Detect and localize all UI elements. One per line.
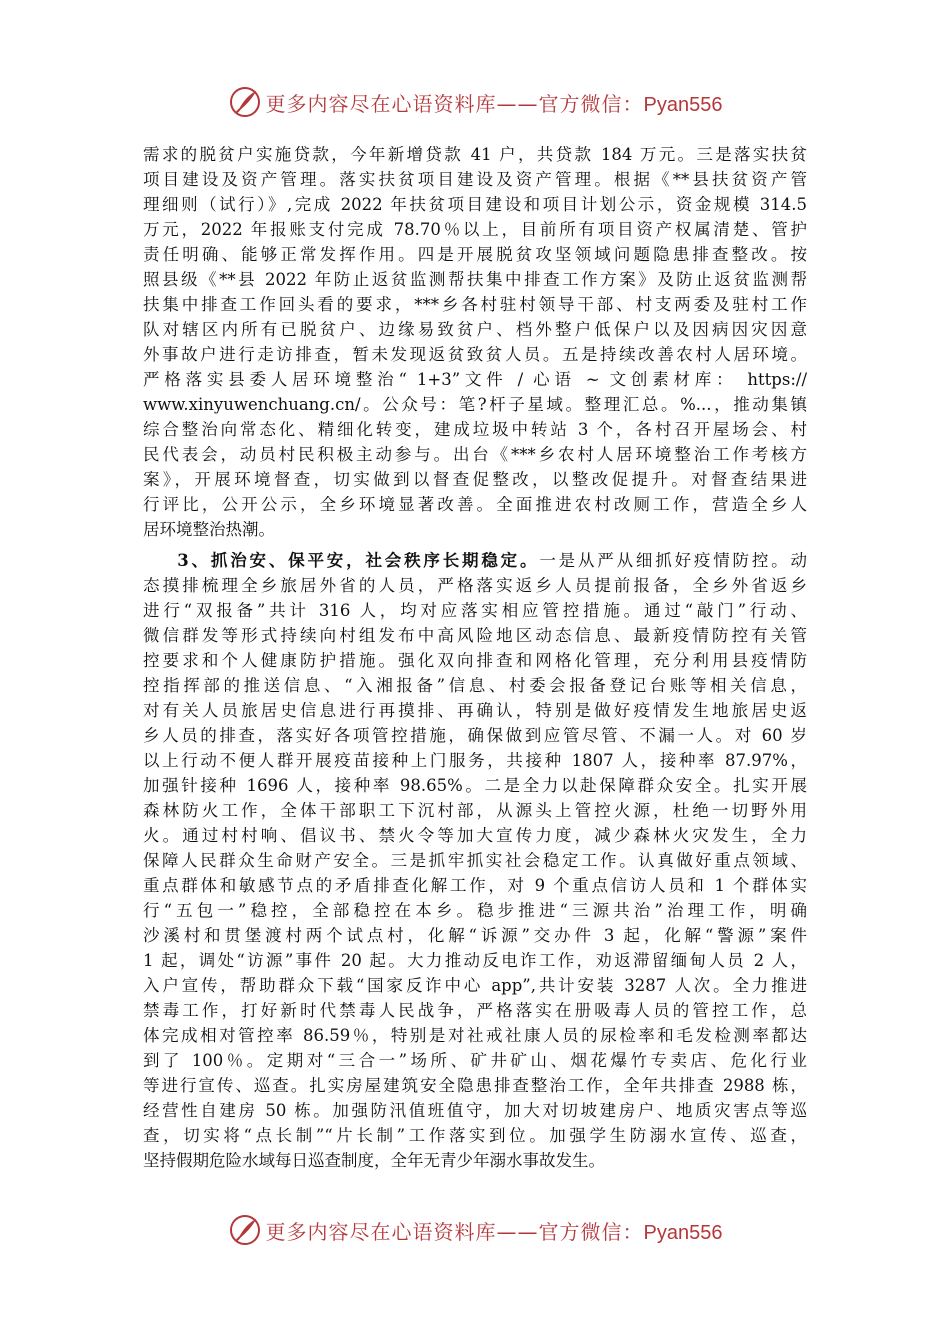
wechat-id: Pyan556 (643, 93, 723, 116)
text-line: 保障人民群众生命财产安全。三是抓牢抓实社会稳定工作。认真做好重点领域、 (143, 851, 807, 870)
text-line: 火。通过村村响、倡议书、禁火令等加大宣传力度，减少森林火灾发生，全力 (143, 826, 807, 845)
text-line: 对有关人员旅居史信息进行再摸排、再确认，特别是做好疫情发生地旅居史返 (143, 701, 807, 720)
paragraph-2 (143, 548, 807, 1173)
text-line: 以上行动不便人群开展疫苗接种上门服务，共接种 1807 人，接种率 87.97%， (143, 751, 807, 770)
text-line: 行“五包一”稳控，全部稳控在本乡。稳步推进“三源共治”治理工作，明确 (143, 901, 807, 920)
text-line: 重点群体和敏感节点的矛盾排查化解工作，对 9 个重点信访人员和 1 个群体实 (143, 876, 807, 895)
text-line: 队对辖区内所有已脱贫户、边缘易致贫户、档外整户低保户以及因病因灾因意 (143, 320, 807, 339)
text-line: 行评比，公开公示，全乡环境显著改善。全面推进农村改厕工作，营造全乡人 (143, 495, 807, 514)
text-line: 外事故户进行走访排查，暂未发现返贫致贫人员。五是持续改善农村人居环境。 (143, 345, 807, 364)
text-line: 控指挥部的推送信息、“入湘报备”信息、村委会报备登记台账等相关信息， (143, 676, 807, 695)
text-line: 禁毒工作，打好新时代禁毒人民战争，严格落实在册吸毒人员的管控工作，总 (143, 1001, 807, 1020)
text-line: 责任明确、能够正常发挥作用。四是开展脱贫攻坚领域问题隐患排查整改。按 (143, 245, 807, 264)
text-line: 沙溪村和贯堡渡村两个试点村，化解“诉源”交办件 3 起，化解“警源”案件 (143, 926, 807, 945)
text-line: 坚持假期危险水域每日巡查制度，全年无青少年溺水事故发生。 (143, 1151, 605, 1170)
banner-text: 更多内容尽在心语资料库——官方微信：Pyan556 (265, 91, 723, 116)
text-line: 体完成相对管控率 86.59％，特别是对社戒社康人员的尿检率和毛发检测率都达 (143, 1026, 807, 1045)
text-line: 项目建设及资产管理。落实扶贫项目建设及资产管理。根据《**县扶贫资产管 (143, 170, 807, 189)
text-line: 照县级《**县 2022 年防止返贫监测帮扶集中排查工作方案》及防止返贫监测帮 (143, 270, 807, 289)
text-line: 到了 100％。定期对“三合一”场所、矿井矿山、烟花爆竹专卖店、危化行业 (143, 1051, 807, 1070)
text-line: 1 起，调处“访源”事件 20 起。大力推动反电诈工作，劝返滞留缅甸人员 2 人， (143, 951, 807, 970)
text-line: 扶集中排查工作回头看的要求，***乡各村驻村领导干部、村支两委及驻村工作 (143, 295, 807, 314)
text-line: 乡人员的排查，落实好各项管控措施，确保做到应管尽管、不漏一人。对 60 岁 (143, 726, 807, 745)
wechat-id: Pyan556 (643, 1221, 723, 1244)
text-line: 入户宣传，帮助群众下载“国家反诈中心 app”,共计安装 3287 人次。全力推进 (143, 976, 807, 995)
text-line: 控要求和个人健康防护措施。强化双向排查和网格化管理，充分利用县疫情防 (143, 651, 807, 670)
text-line: 等进行宣传、巡查。扎实房屋建筑安全隐患排查整治工作，全年共排查 2988 栋， (143, 1076, 807, 1095)
text-line: 严格落实县委人居环境整治“ 1+3”文件 / 心语 ~ 文创素材库： https:// (143, 370, 807, 389)
text-line: 理细则（试行）》,完成 2022 年扶贫项目建设和项目计划公示，资金规模 314.5 (143, 195, 807, 214)
quill-logo-icon (228, 1213, 262, 1247)
section-heading: 3、抓治安、保平安，社会秩序长期稳定。 (143, 551, 540, 570)
text-line: 民代表会，动员村民积极主动参与。出台《***乡农村人居环境整治工作考核方 (143, 445, 807, 464)
text-line: 需求的脱贫户实施贷款，今年新增贷款 41 户，共贷款 184 万元。三是落实扶贫 (143, 145, 807, 164)
paragraph-1 (143, 142, 807, 542)
text-line: 森林防火工作，全体干部职工下沉村部，从源头上管控火源，杜绝一切野外用 (143, 801, 807, 820)
text-line: 态摸排梳理全乡旅居外省的人员，严格落实返乡人员提前报备，全乡外省返乡 (143, 576, 807, 595)
text-line: 3、抓治安、保平安，社会秩序长期稳定。一是从严从细抓好疫情防控。动 (143, 551, 807, 570)
text-line: 微信群发等形式持续向村组发布中高风险地区动态信息、最新疫情防控有关管 (143, 626, 807, 645)
text-line: 综合整治向常态化、精细化转变，建成垃圾中转站 3 个，各村召开屋场会、村 (143, 420, 807, 439)
header-banner (0, 82, 950, 122)
document-body (143, 142, 807, 1173)
text-line: 经营性自建房 50 栋。加强防汛值班值守，加大对切坡建房户、地质灾害点等巡 (143, 1101, 807, 1120)
text-line: 万元，2022 年报账支付完成 78.70％以上，目前所有项目资产权属清楚、管护 (143, 220, 807, 239)
quill-logo-icon (228, 85, 262, 119)
text-line: 案》，开展环境督查，切实做到以督查促整改，以整改促提升。对督查结果进 (143, 470, 807, 489)
banner-text: 更多内容尽在心语资料库——官方微信：Pyan556 (265, 1219, 723, 1244)
text-line: 居环境整治热潮。 (143, 520, 275, 539)
text-line: www.xinyuwenchuang.cn/。公众号：笔?杆子星域。整理汇总。%...，推动集镇 (143, 395, 807, 414)
text-line: 加强针接种 1696 人，接种率 98.65%。二是全力以赴保障群众安全。扎实开展 (143, 776, 807, 795)
footer-banner (0, 1210, 950, 1250)
text-line: 进行“双报备”共计 316 人，均对应落实相应管控措施。通过“敲门”行动、 (143, 601, 807, 620)
text-line: 查，切实将“点长制”“片长制”工作落实到位。加强学生防溺水宣传、巡查， (143, 1126, 807, 1145)
